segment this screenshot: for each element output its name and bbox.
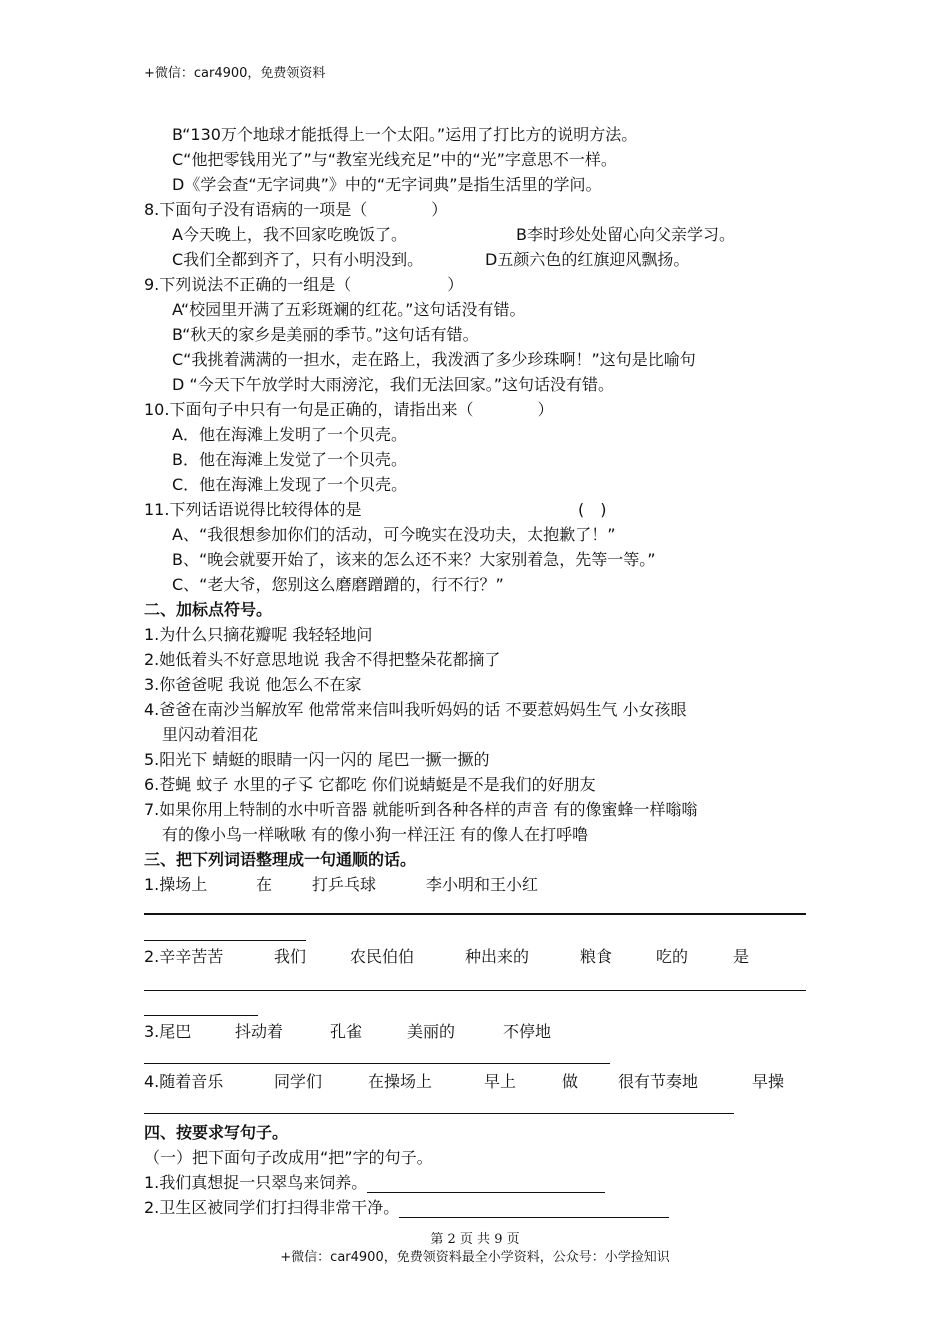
s3-q2-word: 粮食	[580, 947, 613, 966]
s3-q1-word: 打乒乓球	[312, 875, 377, 894]
s3-q2-word: 2.辛辛苦苦	[144, 947, 224, 966]
q9-option-b: B“秋天的家乡是美丽的季节。”这句话有错。	[172, 325, 479, 344]
q8-option-b: B李时珍处处留心向父亲学习。	[516, 225, 735, 244]
s3-q3-word: 不停地	[503, 1022, 552, 1041]
section4-title: 四、按要求写句子。	[144, 1123, 289, 1142]
footer-contact: +微信：car4900，免费领资料最全小学资料，公众号：小学捡知识	[280, 1250, 670, 1265]
punct-item-7-cont: 有的像小鸟一样啾啾 有的像小狗一样汪汪 有的像人在打呼噜	[162, 825, 589, 844]
s3-q4-word: 4.随着音乐	[144, 1072, 224, 1091]
punct-item-1: 1.为什么只摘花瓣呢 我轻轻地问	[144, 625, 373, 644]
s3-q2-word: 是	[733, 947, 750, 966]
punct-item-4: 4.爸爸在南沙当解放军 他常常来信叫我听妈妈的话 不要惹妈妈生气 小女孩眼	[144, 700, 687, 719]
q9-option-d: D “今天下午放学时大雨滂沱，我们无法回家。”这句话没有错。	[172, 375, 614, 394]
s3-q4-word: 做	[562, 1072, 579, 1091]
s3-q1-word: 李小明和王小红	[426, 875, 539, 894]
punct-item-5: 5.阳光下 蜻蜓的眼睛一闪一闪的 尾巴一撅一撅的	[144, 750, 490, 769]
s3-q3-word: 3.尾巴	[144, 1022, 192, 1041]
s3-q2-word: 吃的	[656, 947, 689, 966]
punct-item-2: 2.她低着头不好意思地说 我舍不得把整朵花都摘了	[144, 650, 501, 669]
s4-q1-text: 1.我们真想捉一只翠鸟来饲养。	[144, 1173, 368, 1192]
q8-option-a: A今天晚上，我不回家吃晚饭了。	[172, 225, 407, 244]
q7-option-d: D《学会查“无字词典”》中的“无字词典”是指生活里的学问。	[172, 175, 602, 194]
s3-q1-answer-line[interactable]	[144, 913, 806, 915]
s3-q1-word: 1.操场上	[144, 875, 208, 894]
s3-q4-word: 在操场上	[368, 1072, 433, 1091]
q11-stem: 11.下列话语说得比较得体的是	[144, 500, 362, 519]
s4-q1	[144, 1173, 605, 1193]
q11-option-a: A、“我很想参加你们的活动，可今晚实在没功夫，太抱歉了！”	[172, 525, 616, 544]
q7-option-c: C“他把零钱用光了”与“教室光线充足”中的“光”字意思不一样。	[172, 150, 617, 169]
punct-item-7: 7.如果你用上特制的水中听音器 就能听到各种各样的声音 有的像蜜蜂一样嗡嗡	[144, 800, 698, 819]
s3-q4-word: 同学们	[274, 1072, 323, 1091]
s4-q1-answer-line[interactable]	[367, 1174, 605, 1193]
s3-q4-answer-line[interactable]	[144, 1113, 734, 1114]
s3-q2-answer-line-2[interactable]	[144, 1015, 258, 1016]
header-contact: +微信：car4900，免费领资料	[144, 66, 326, 81]
section4-subtitle: （一）把下面句子改成用“把”字的句子。	[144, 1148, 433, 1167]
s4-q2	[144, 1198, 669, 1218]
q9-option-a: A“校园里开满了五彩斑斓的红花。”这句话没有错。	[172, 300, 526, 319]
q8-option-c: C我们全都到齐了，只有小明没到。	[172, 250, 424, 269]
s3-q2-word: 农民伯伯	[350, 947, 415, 966]
s3-q3-word: 孔雀	[330, 1022, 363, 1041]
q10-stem: 10.下面句子中只有一句是正确的，请指出来（ ）	[144, 400, 554, 419]
punct-item-4-cont: 里闪动着泪花	[162, 725, 259, 744]
s3-q1-word: 在	[256, 875, 273, 894]
q8-option-d: D五颜六色的红旗迎风飘扬。	[485, 250, 690, 269]
s3-q3-word: 美丽的	[407, 1022, 456, 1041]
s3-q4-word: 早上	[484, 1072, 517, 1091]
q10-option-c: C．他在海滩上发现了一个贝壳。	[172, 475, 408, 494]
section3-title: 三、把下列词语整理成一句通顺的话。	[144, 850, 417, 869]
s3-q2-answer-line[interactable]	[144, 990, 806, 991]
q11-option-b: B、“晚会就要开始了，该来的怎么还不来？大家别着急，先等一等。”	[172, 550, 656, 569]
q7-option-b: B“130万个地球才能抵得上一个太阳。”运用了打比方的说明方法。	[172, 125, 638, 144]
punct-item-6: 6.苍蝇 蚊子 水里的孑孓 它都吃 你们说蜻蜓是不是我们的好朋友	[144, 775, 596, 794]
s4-q2-text: 2.卫生区被同学们打扫得非常干净。	[144, 1198, 400, 1217]
s3-q1-answer-line-2[interactable]	[144, 940, 306, 941]
s3-q4-word: 很有节奏地	[618, 1072, 699, 1091]
s3-q2-word: 种出来的	[465, 947, 530, 966]
s3-q4-word: 早操	[752, 1072, 785, 1091]
q11-option-c: C、“老大爷，您别这么磨磨蹭蹭的，行不行？”	[172, 575, 504, 594]
s3-q2-word: 我们	[274, 947, 307, 966]
q10-option-b: B．他在海滩上发觉了一个贝壳。	[172, 450, 407, 469]
punct-item-3: 3.你爸爸呢 我说 他怎么不在家	[144, 675, 362, 694]
section2-title: 二、加标点符号。	[144, 600, 273, 619]
q10-option-a: A．他在海滩上发明了一个贝壳。	[172, 425, 407, 444]
s4-q2-answer-line[interactable]	[399, 1199, 669, 1218]
q9-stem: 9.下列说法不正确的一组是（ ）	[144, 275, 464, 294]
q9-option-c: C“我挑着满满的一担水，走在路上，我泼洒了多少珍珠啊！”这句是比喻句	[172, 350, 696, 369]
q11-answer-paren[interactable]: ( )	[578, 500, 607, 519]
s3-q3-answer-line[interactable]	[144, 1063, 610, 1064]
q8-stem: 8.下面句子没有语病的一项是（ ）	[144, 200, 448, 219]
page-number: 第 2 页 共 9 页	[430, 1232, 520, 1247]
s3-q3-word: 抖动着	[235, 1022, 284, 1041]
